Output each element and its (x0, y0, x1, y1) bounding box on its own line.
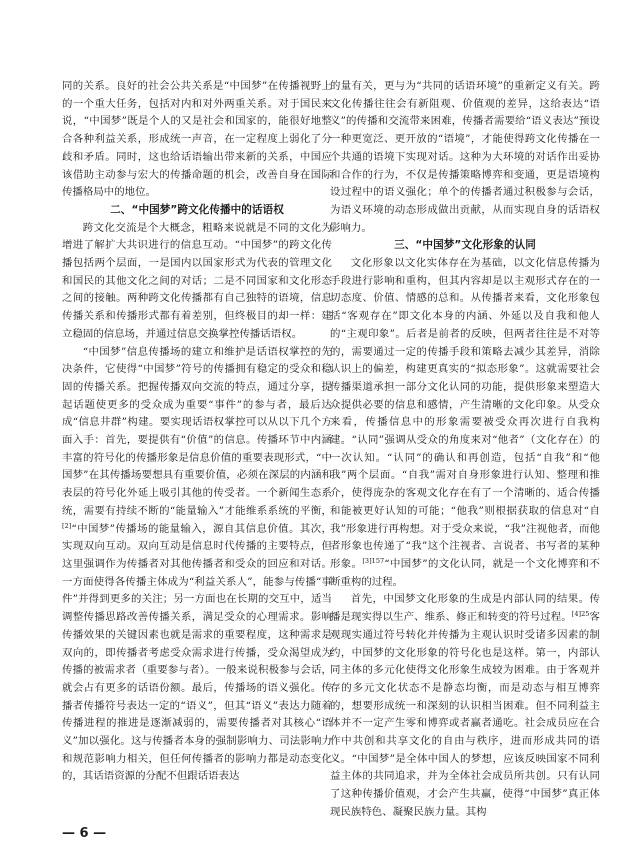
paragraph: 同的关系。良好的社会公共关系是“中国梦”在传播视野上的一个重大任务，包括对内和对外两重关系。对于国民来说，“中国梦”既是个人的又是社会和国家的，能很好地整合各种利益关系，形成统一声音，在一定程度上弱化了分歧和矛盾。同时，这也给话语输出带来新的关系，中国应该借助主动参与宏大的传播命题的机会，改善自身在国际传播格局中的地位。 (62, 80, 332, 199)
paragraph-text: 客观现实通过符号转化并传播为主观认识时受诸多因素的制约，中国梦的文化形象的符号化也是这样。第一，内部认同主体的多元化使得文化形象生成较为困难。由于客观并存的多元文化状态不是静态均衡，而是动态与相互博弈的，想要形成统一和深刻的认识相当困难。但不同利益主体并不一定产生零和博弈或者赢者通吃。社会成员应在合作中共创和共享文化的自由与秩序，进而形成共同的语义。“中国梦”是全体中国人的梦想，应该反映国家不同利益主体的共同追求，并为全体社会成员所共创。只有认同了这种传播价值观，才会产生共赢，使得“中国梦”真正体现民族特色、凝聚民族力量。其构 (330, 611, 600, 818)
paragraph (62, 344, 332, 787)
page-number: — 6 — (62, 826, 107, 841)
paragraph-text: “中国梦”的文化认同，就是一个文化博弈和不断重构的过程。 (330, 557, 601, 588)
left-column (62, 78, 332, 786)
section-heading-3: 三、“中国梦”文化形象的认同 (394, 239, 536, 252)
paragraph (330, 255, 600, 591)
citation-ref: [4]25 (571, 610, 590, 619)
paragraph (330, 591, 600, 821)
paragraph-text: “中国梦”传播场的能量输入，源自其信息价值。其次，实现双向互动。双向互动是信息时代传播的主要特点，但这里强调作为传播者对其他传播者和受众的回应和对话。一方面使得各传播主体成为“利益关系人”，能参与传播“事件”并得到更多的关注；另一方面也在长期的交互中，适当调整传播思路改善传播关系，满足受众的心理需求。影响传播效果的关键因素也就是需求的重要程度，这种需求是双向的，即传播者考虑受众需求进行传播，受众渴望成为传播的被需求者（重要参与者）。一般来说积极参与会话，就会占有更多的话语份额。最后，传播场的语义强化。传播者传播符号表达一定的“语义”，但其“语义”表达力随着传播进程的推进是逐渐减弱的，需要传播者对其核心“语义”加以强化。这与传播者本身的强制影响力、司法影响力和规范影响力相关，但任何传播者的影响力都是动态变化的，其话语资源的分配不但跟话语表达 (62, 522, 332, 783)
section-heading-2: 二、“中国梦”跨文化传播中的话语权 (110, 203, 284, 216)
paragraph-text: 首先，中国梦文化形象的生成是内部认同的结果。传播是现实得以生产、维系、修正和转变的符号过程。 (330, 593, 600, 624)
paragraph: 跨文化交流是个大概念，粗略来说就是不同的文化为增进了解扩大共识进行的信息互动。“中国梦”的跨文化传播包括两个层面，一是国内以国家形式为代表的管理文化和国民的其他文化之间的对话；二是不同国家和文化形态之间的接触。两种跨文化传播都有自己独特的语境，信息传播关系和传播形式都有着差别，但终极目的却一样：建立稳固的信息场，并通过信息交换掌控传播话语权。 (62, 221, 332, 340)
paragraph: 的量有关，更与为“共同的话语环境”的重新定义有关。跨文化传播往往会有新阻观、价值观的差异，这给表达“语义”的传播和交流带来困难，传播者需要给“语义表达”预设一种更宽泛、更开放的“语境”，才能使得跨文化传播在一个共通的语境下实现对话。这种为大环境的对话作出妥协和合作的行为，不仅是传播策略博弈和变通，更是语境构设过程中的语义强化；单个的传播者通过积极参与会话，为语义环境的动态形成做出贡献，从而实现自身的话语权影响力。 (330, 80, 600, 234)
citation-ref: [2] (62, 521, 72, 530)
paragraph-text: “中国梦”信息传播场的建立和维护是话语权掌控的先决条件，它使得“中国梦”符号的传播拥有稳定的受众和稳固的传播关系。把握传播双向交流的特点，通过分享，提起话题使更多的受众成为重要“事件”的参与者，最后达成“信息井群”构建。要实现话语权掌控可以从以下几个方面入手：首先，要提供有“价值”的信息。传播环节中内涵丰富的符号化的传播形象是信息价值的重要表现形式，“中国梦”在其传播场要想具有重要价值，必须在深层的内涵和表层的符号化外延上吸引其他的传受者。一个新闻生态系统，需要有持续不断的“能量输入”才能维系系统的平衡， (62, 345, 332, 517)
citation-ref: [3]157 (362, 556, 385, 565)
right-column (330, 78, 600, 822)
paragraph-text: 文化形象以文化实体存在为基础，以文化信息传播为手段进行影响和重构，但其内容却是以主观形式存在的一切态度、价值、情感的总和。从传播者来看，文化形象包括“客观存在”即文化本身的内涵、外延以及自我和他人的“主观印象”。后者是前者的反映，但两者往往是不对等的，需要通过一定的传播手段和策略去减少其差异，消除认识上的偏差，构建更真实的“拟态形象”。这就需要社会传播渠道承担一部分文化认同的功能，提供形象来塑造大众提供必要的信息和感情，产生清晰的文化印象。从受众来看，传播信息中的形象需要被受众再次进行自我构建。“认同”强调从受众的角度来对“他者”（文化存在）的一次认知。“认同”的确认和再创造，包括“自我”和“他我”两个层面。“自我”需对自身形象进行认知、整理和推介，使得庞杂的客观文化存在有了一个清晰的、适合传播和能被更好认知的可能；“他我”则根据获取的信息对“自我”形象进行再构想。对于受众来说，“我”注视他者，而他者形象也传递了“我”这个注视者、言说者、书写者的某种形象。 (330, 257, 600, 570)
